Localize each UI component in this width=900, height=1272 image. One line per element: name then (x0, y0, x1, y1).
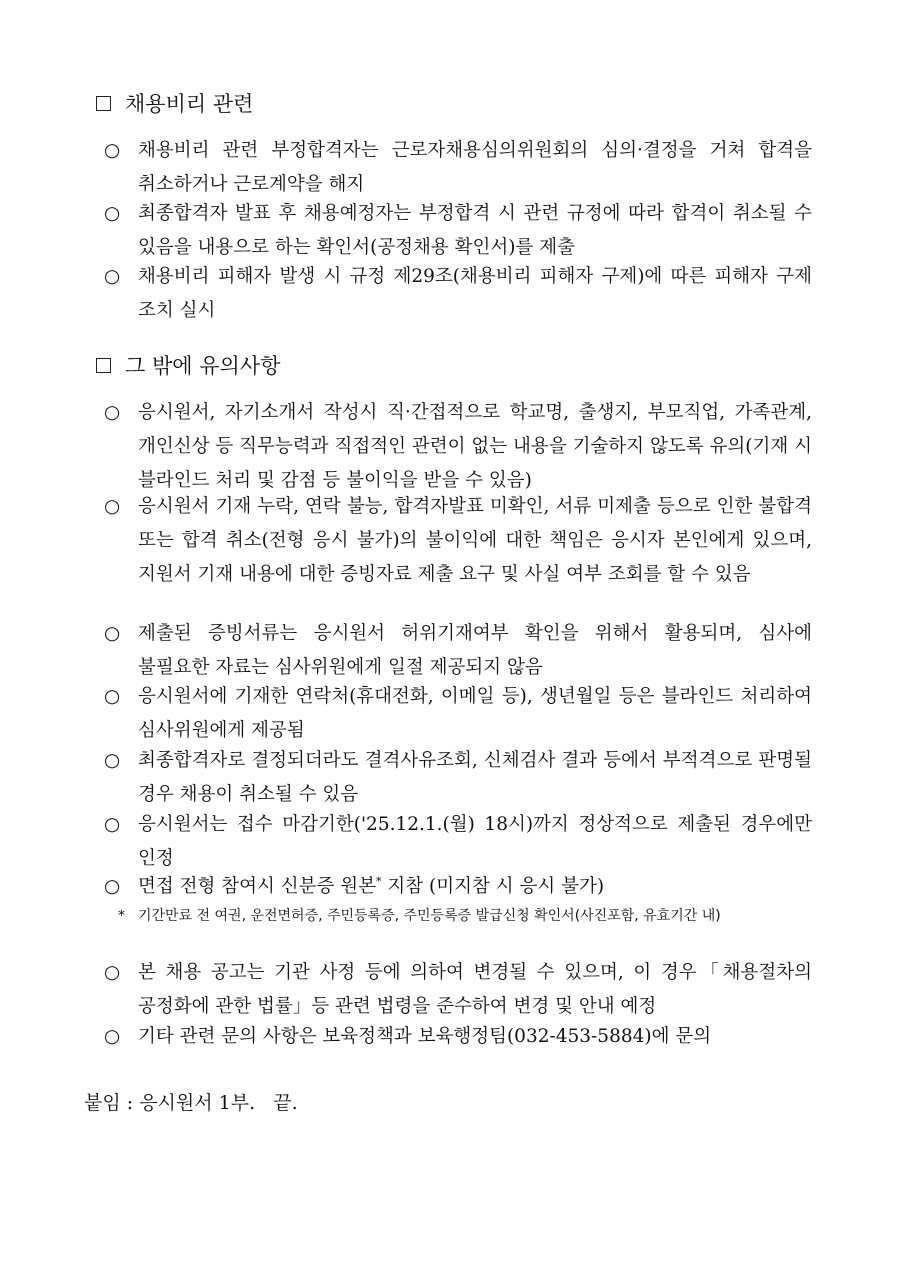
list-item-text: 응시원서 기재 누락, 연락 불능, 합격자발표 미확인, 서류 미제출 등으로 인한 불합격 또는 합격 취소(전형 응시 불가)의 불이익에 대한 책임은 응시자 본인에게 있으며, 지원서 기재 내용에 대한 증빙자료 제출 요구 및 사실 여부 조회를 할 수 있음 (138, 496, 812, 585)
circle-bullet-icon: ○ (104, 686, 121, 707)
list-item (104, 1020, 812, 1054)
footnote (118, 904, 812, 929)
list-item (104, 617, 812, 685)
list-item-text (138, 870, 812, 904)
list-item-text: 제출된 증빙서류는 응시원서 허위기재여부 확인을 위해서 활용되며, 심사에 불필요한 자료는 심사위원에게 일절 제공되지 않음 (138, 623, 812, 678)
section-title: 그 밖에 유의사항 (125, 354, 281, 378)
list-item (104, 680, 812, 748)
footnote-text: 기간만료 전 여권, 운전면허증, 주민등록증, 주민등록증 발급신청 확인서(사진포함, 유효기간 내) (138, 908, 721, 924)
list-item (104, 396, 812, 498)
list-item (104, 808, 812, 876)
section-title: 채용비리 관련 (125, 92, 254, 116)
list-item-text-part: 지참 (미지참 시 응시 불가) (381, 876, 605, 897)
circle-bullet-icon: ○ (104, 140, 121, 161)
list-item-text: 응시원서는 접수 마감기한('25.12.1.(월) 18시)까지 정상적으로 제출된 경우에만 인정 (138, 814, 812, 869)
list-item-text: 응시원서에 기재한 연락처(휴대전화, 이메일 등), 생년월일 등은 블라인드 처리하여 심사위원에게 제공됨 (138, 686, 812, 741)
list-item (104, 956, 812, 1024)
list-item (104, 490, 812, 592)
circle-bullet-icon: ○ (104, 496, 121, 517)
list-item-text: 최종합격자 발표 후 채용예정자는 부정합격 시 관련 규정에 따라 합격이 취소될 수 있음을 내용으로 하는 확인서(공정채용 확인서)를 제출 (138, 203, 812, 258)
list-item-text: 본 채용 공고는 기관 사정 등에 의하여 변경될 수 있으며, 이 경우「채용절차의 공정화에 관한 법률」등 관련 법령을 준수하여 변경 및 안내 예정 (138, 962, 812, 1017)
list-item-text: 최종합격자로 결정되더라도 결격사유조회, 신체검사 결과 등에서 부적격으로 판명될 경우 채용이 취소될 수 있음 (138, 750, 812, 805)
circle-bullet-icon: ○ (104, 1026, 121, 1047)
circle-bullet-icon: ○ (104, 876, 121, 897)
section-heading-other-notes (96, 350, 280, 380)
list-item-text: 응시원서, 자기소개서 작성시 직·간접적으로 학교명, 출생지, 부모직업, 가족관계, 개인신상 등 직무능력과 직접적인 관련이 없는 내용을 기술하지 않도록 유의(기재 시 블라인드 처리 및 감점 등 불이익을 받을 수 있음) (138, 402, 812, 491)
list-item (104, 260, 812, 328)
circle-bullet-icon: ○ (104, 750, 121, 771)
circle-bullet-icon: ○ (104, 266, 121, 287)
circle-bullet-icon: ○ (104, 814, 121, 835)
list-item-text-part: 면접 전형 참여시 신분증 원본 (138, 876, 376, 897)
list-item-text: 채용비리 관련 부정합격자는 근로자채용심의위원회의 심의·결정을 거쳐 합격을 취소하거나 근로계약을 해지 (138, 140, 812, 195)
list-item-text: 기타 관련 문의 사항은 보육정책과 보육행정팀(032-453-5884)에 문의 (138, 1026, 712, 1047)
circle-bullet-icon: ○ (104, 623, 121, 644)
footnote-marker: * (375, 874, 382, 888)
section-heading-recruitment-irregularity (96, 88, 253, 118)
attachment-line: 붙임 : 응시원서 1부. 끝. (84, 1092, 298, 1114)
list-item (104, 134, 812, 202)
list-item (104, 870, 812, 904)
circle-bullet-icon: ○ (104, 203, 121, 224)
circle-bullet-icon: ○ (104, 402, 121, 423)
checkbox-icon (96, 96, 111, 111)
checkbox-icon (96, 358, 111, 373)
list-item-text: 채용비리 피해자 발생 시 규정 제29조(채용비리 피해자 구제)에 따른 피해자 구제 조치 실시 (138, 266, 812, 321)
circle-bullet-icon: ○ (104, 962, 121, 983)
footnote-star: * (118, 908, 125, 924)
list-item (104, 197, 812, 265)
list-item (104, 744, 812, 812)
